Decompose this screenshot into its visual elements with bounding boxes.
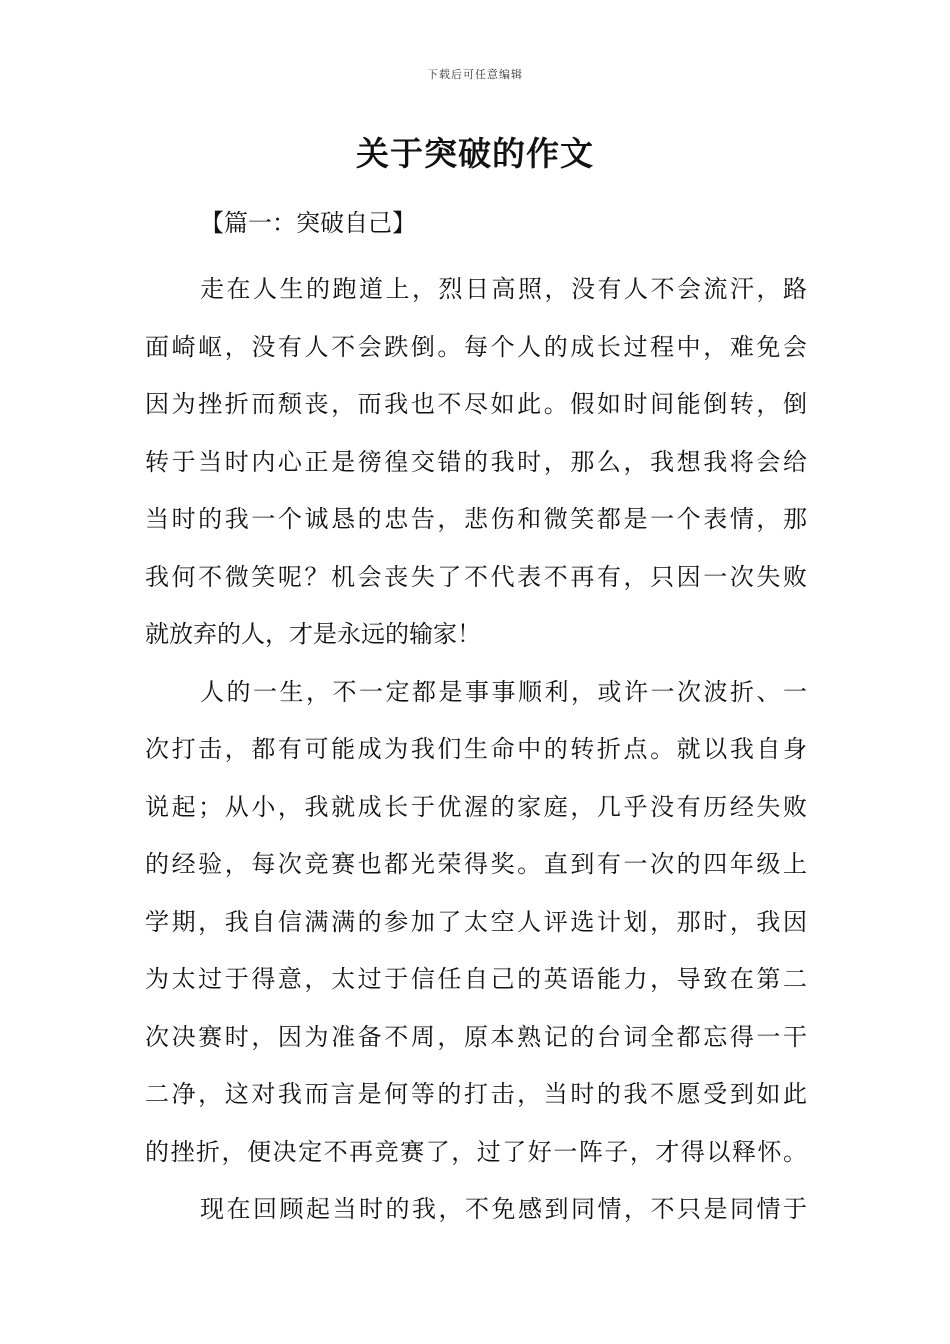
text-line: 为太过于得意，太过于信任自己的英语能力，导致在第二 bbox=[145, 965, 807, 993]
text-line: 的挫折，便决定不再竞赛了，过了好一阵子，才得以释怀。 bbox=[145, 1137, 807, 1166]
text-line: 人的一生，不一定都是事事顺利，或许一次波折、一 bbox=[200, 677, 807, 706]
text-line: 转于当时内心正是徬徨交错的我时，那么，我想我将会给 bbox=[145, 447, 807, 476]
paragraph-2 bbox=[145, 664, 807, 1182]
text-line: 当时的我一个诚恳的忠告，悲伤和微笑都是一个表情，那 bbox=[145, 505, 807, 533]
text-line: 我何不微笑呢？机会丧失了不代表不再有，只因一次失败 bbox=[145, 562, 807, 591]
paragraph-3 bbox=[145, 1181, 807, 1239]
paragraph-1 bbox=[145, 261, 807, 664]
text-line: 就放弃的人，才是永远的输家！ bbox=[145, 620, 481, 648]
body-text bbox=[145, 261, 807, 1239]
document-title: 关于突破的作文 bbox=[356, 134, 594, 173]
header-note: 下载后可任意编辑 bbox=[427, 68, 523, 81]
text-line: 说起；从小，我就成长于优渥的家庭，几乎没有历经失败 bbox=[145, 792, 807, 821]
text-line: 面崎岖，没有人不会跌倒。每个人的成长过程中，难免会 bbox=[145, 332, 807, 361]
text-line: 因为挫折而颓丧，而我也不尽如此。假如时间能倒转，倒 bbox=[145, 390, 807, 418]
text-line: 二净，这对我而言是何等的打击，当时的我不愿受到如此 bbox=[145, 1080, 807, 1108]
text-line: 学期，我自信满满的参加了太空人评选计划，那时，我因 bbox=[145, 907, 807, 936]
text-line: 走在人生的跑道上，烈日高照，没有人不会流汗，路 bbox=[200, 275, 807, 303]
text-line: 次打击，都有可能成为我们生命中的转折点。就以我自身 bbox=[145, 735, 807, 763]
text-line: 的经验，每次竞赛也都光荣得奖。直到有一次的四年级上 bbox=[145, 850, 807, 878]
text-line: 现在回顾起当时的我，不免感到同情，不只是同情于 bbox=[200, 1195, 807, 1223]
text-line: 次决赛时，因为准备不周，原本熟记的台词全都忘得一干 bbox=[145, 1022, 807, 1051]
section-heading: 【篇一：突破自己】 bbox=[200, 209, 416, 237]
